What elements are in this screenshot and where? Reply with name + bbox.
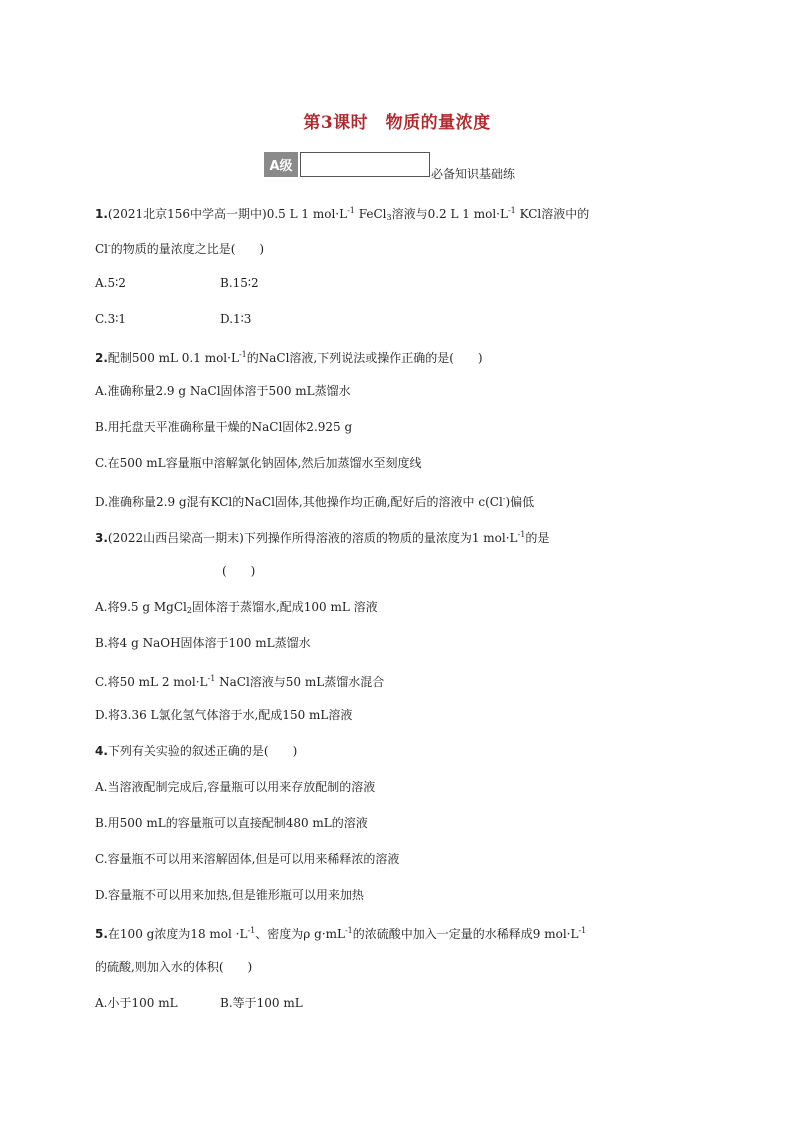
question-source: (2022山西吕梁高一期末) [107,531,244,545]
question-number: 2. [95,351,108,365]
option-a[interactable]: A.小于100 mL [95,996,178,1010]
page-title: 第3课时 物质的量浓度 [303,113,491,133]
option-d[interactable]: D.1∶3 [220,312,252,326]
question-source: (2021北京156中学高一期中) [107,207,267,221]
question-number: 4. [95,744,108,758]
question-5-options-row1 [95,995,303,1011]
question-1-stem-line2: Cl-的物质的量浓度之比是( ) [95,241,265,256]
question-2-option-d[interactable]: D.准确称量2.9 g混有KCl的NaCl固体,其他操作均正确,配好后的溶液中 c(Cl-)偏低 [95,494,535,509]
question-5-stem: 5.在100 g浓度为18 mol $\cdot L^{-1}$、密度为ρ $g\cdot mL^{-1}$的浓硫酸中加入一定量的水稀释成9 $mol\cdot L^{-1}$ [95,926,587,941]
question-1-options-row1 [95,275,259,291]
level-header [264,152,516,181]
option-b[interactable]: B.15∶2 [220,276,259,290]
question-4-option-a[interactable]: A.当溶液配制完成后,容量瓶可以用来存放配制的溶液 [95,780,376,794]
question-5-stem-line2: 的硫酸,则加入水的体积( ) [95,960,253,974]
question-3-option-d[interactable]: D.将3.36 L氯化氢气体溶于水,配成150 mL溶液 [95,708,353,722]
question-2-option-a[interactable]: A.准确称量2.9 g NaCl固体溶于500 mL蒸馏水 [95,384,351,398]
question-3-option-c[interactable]: C.将50 mL 2 $mol\cdot L^{-1}$ NaCl溶液与50 mL蒸馏水混合 [95,674,385,689]
question-4-option-c[interactable]: C.容量瓶不可以用来溶解固体,但是可以用来稀释浓的溶液 [95,852,400,866]
question-1-stem: 1.(2021北京156中学高一期中)0.5 L 1 $mol\cdot L^{-1}$ FeCl$_3$溶液与0.2 L 1 $mol\cdot L^{-1}$ KCl溶液中的 [95,206,590,222]
question-number: 3. [95,531,108,545]
question-2-stem: 2.配制500 mL 0.1 $mol\cdot L^{-1}$的NaCl溶液,下列说法或操作正确的是( ) [95,350,483,365]
level-blank-field [300,152,430,177]
question-number: 1. [95,207,108,221]
option-a[interactable]: A.5∶2 [95,276,126,290]
option-c[interactable]: C.3∶1 [95,312,126,326]
question-3-option-a[interactable]: A.将9.5 g MgCl$_2$固体溶于蒸馏水,配成100 mL 溶液 [95,600,378,615]
question-2-option-b[interactable]: B.用托盘天平准确称量干燥的NaCl固体2.925 g [95,420,353,434]
question-4-option-d[interactable]: D.容量瓶不可以用来加热,但是锥形瓶可以用来加热 [95,888,364,902]
question-2-option-c[interactable]: C.在500 mL容量瓶中溶解氯化钠固体,然后加蒸馏水至刻度线 [95,456,422,470]
question-3-option-b[interactable]: B.将4 g NaOH固体溶于100 mL蒸馏水 [95,636,311,650]
level-badge: A级 [264,152,298,177]
question-1-options-row2 [95,311,252,327]
question-4-stem: 4.下列有关实验的叙述正确的是( ) [95,744,298,758]
option-b[interactable]: B.等于100 mL [220,996,303,1010]
question-3-stem: 3.(2022山西吕梁高一期末)下列操作所得溶液的溶质的物质的量浓度为1 $mol\cdot L^{-1}$的是 [95,530,550,545]
level-text: 必备知识基础练 [431,167,516,181]
question-number: 5. [95,927,108,941]
question-3-answer-blank: ( ) [222,564,256,578]
question-4-option-b[interactable]: B.用500 mL的容量瓶可以直接配制480 mL的溶液 [95,816,368,830]
